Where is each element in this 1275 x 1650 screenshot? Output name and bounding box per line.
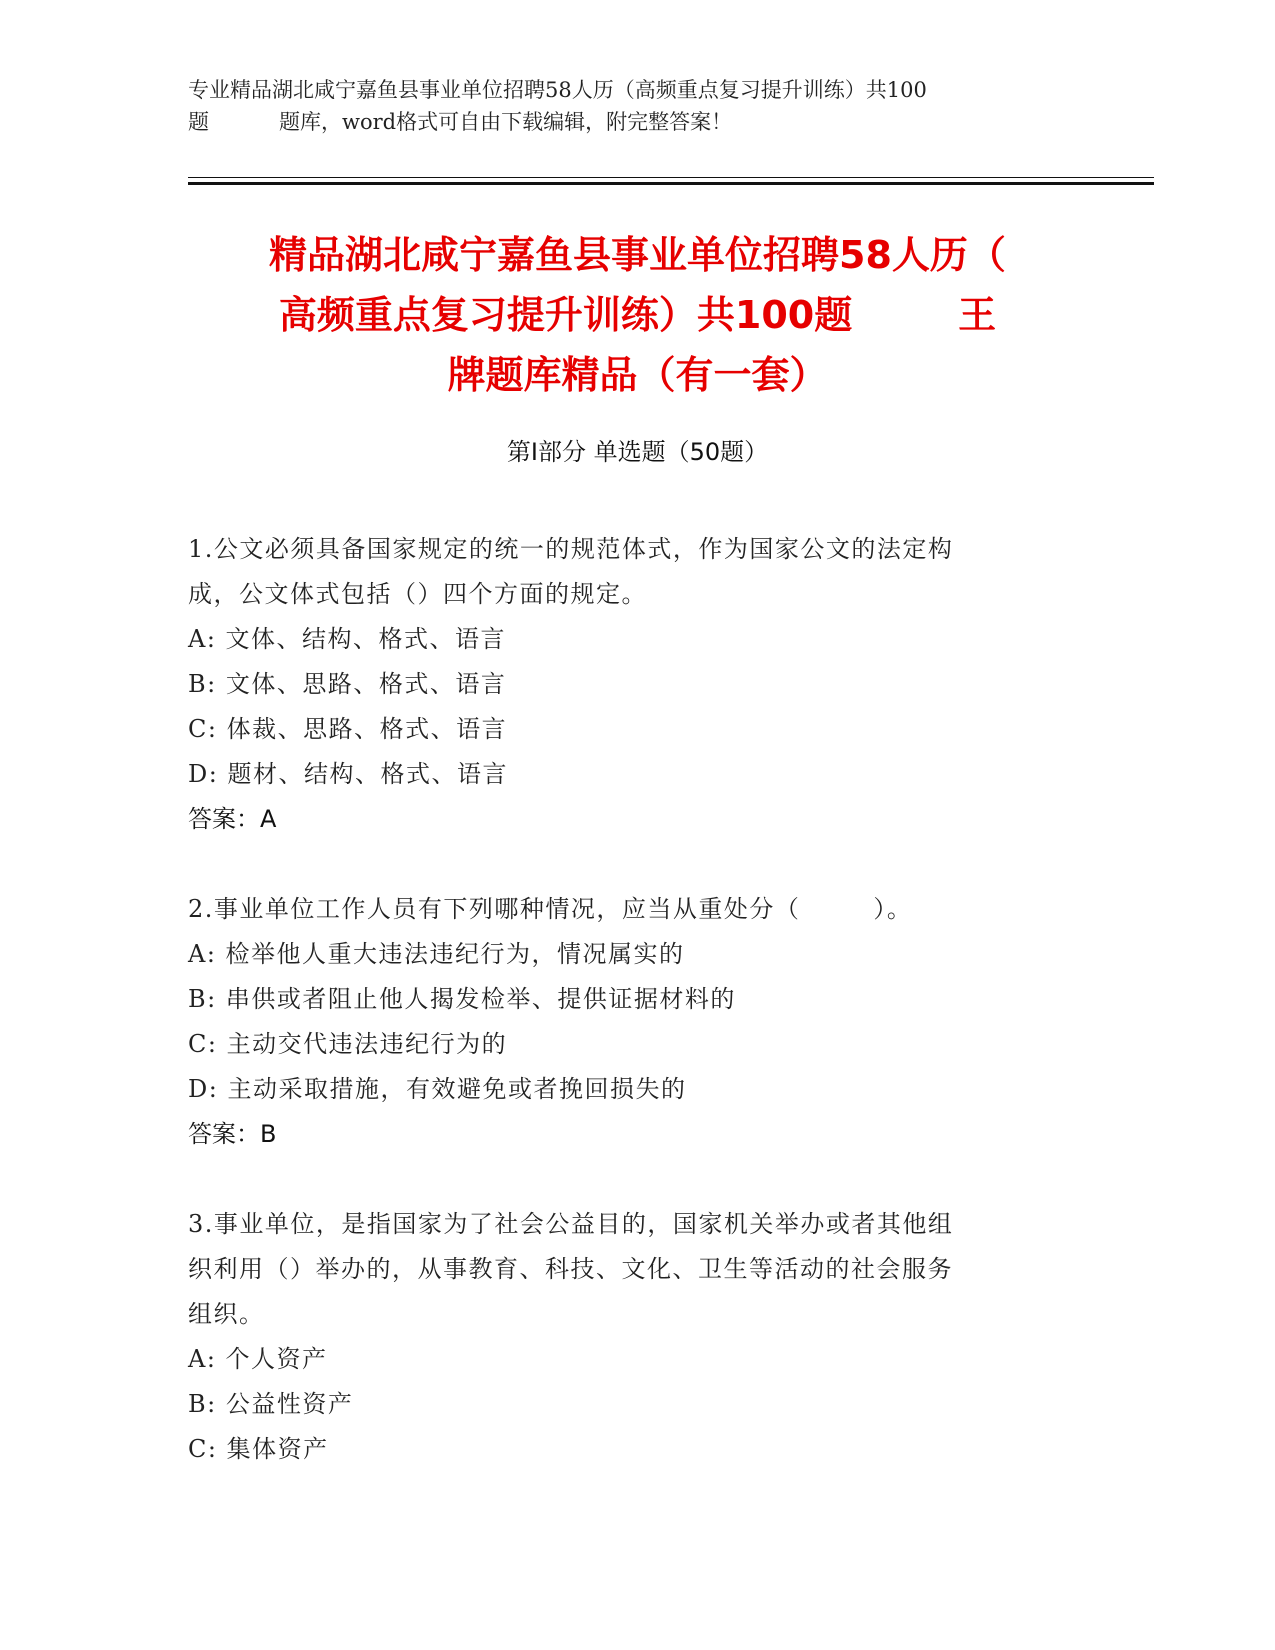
question-stem: 织利用（）举办的，从事教育、科技、文化、卫生等活动的社会服务	[188, 1255, 953, 1283]
option-d: D: 题材、结构、格式、语言	[188, 760, 508, 788]
header-note-line1: 专业精品湖北咸宁嘉鱼县事业单位招聘58人历（高频重点复习提升训练）共100	[188, 78, 927, 102]
answer: 答案：A	[188, 805, 277, 833]
option-c: C: 主动交代违法违纪行为的	[188, 1030, 508, 1058]
question-stem: 1.公文必须具备国家规定的统一的规范体式，作为国家公文的法定构	[188, 535, 954, 563]
header-note-line2-left: 题	[188, 110, 209, 134]
title-line3: 牌题库精品（有一套）	[447, 353, 828, 397]
header-note-line2-right: 题库，word格式可自由下载编辑，附完整答案！	[279, 110, 733, 134]
question-stem: 3.事业单位，是指国家为了社会公益目的，国家机关举办或者其他组	[188, 1210, 954, 1238]
question-stem: 成，公文体式包括（）四个方面的规定。	[188, 580, 647, 608]
option-a: A: 文体、结构、格式、语言	[188, 625, 507, 653]
option-b: B: 串供或者阻止他人揭发检举、提供证据材料的	[188, 985, 736, 1013]
question-list	[188, 527, 1068, 1517]
option-b: B: 文体、思路、格式、语言	[188, 670, 507, 698]
header-divider-thick	[188, 182, 1154, 185]
header-divider-thin	[188, 177, 1154, 178]
option-c: C: 集体资产	[188, 1435, 329, 1463]
section-title: 第Ⅰ部分 单选题（50题）	[506, 438, 769, 466]
header-note-gap	[209, 106, 279, 138]
header-note	[188, 74, 1088, 138]
question-2	[188, 887, 1068, 1157]
question-1	[188, 527, 1068, 842]
option-a: A: 检举他人重大违法违纪行为，情况属实的	[188, 940, 685, 968]
option-d: D: 主动采取措施，有效避免或者挽回损失的	[188, 1075, 687, 1103]
title-line1: 精品湖北咸宁嘉鱼县事业单位招聘58人历（	[269, 233, 1006, 277]
header-note-line2	[188, 106, 1088, 138]
document-title	[150, 225, 1125, 405]
question-stem: 2.事业单位工作人员有下列哪种情况，应当从重处分（ ）。	[188, 895, 913, 923]
question-stem: 组织。	[188, 1300, 265, 1328]
answer: 答案：B	[188, 1120, 277, 1148]
title-line2: 高频重点复习提升训练）共100题 王	[278, 293, 997, 337]
question-3	[188, 1202, 1068, 1472]
option-b: B: 公益性资产	[188, 1390, 354, 1418]
option-c: C: 体裁、思路、格式、语言	[188, 715, 508, 743]
option-a: A: 个人资产	[188, 1345, 328, 1373]
